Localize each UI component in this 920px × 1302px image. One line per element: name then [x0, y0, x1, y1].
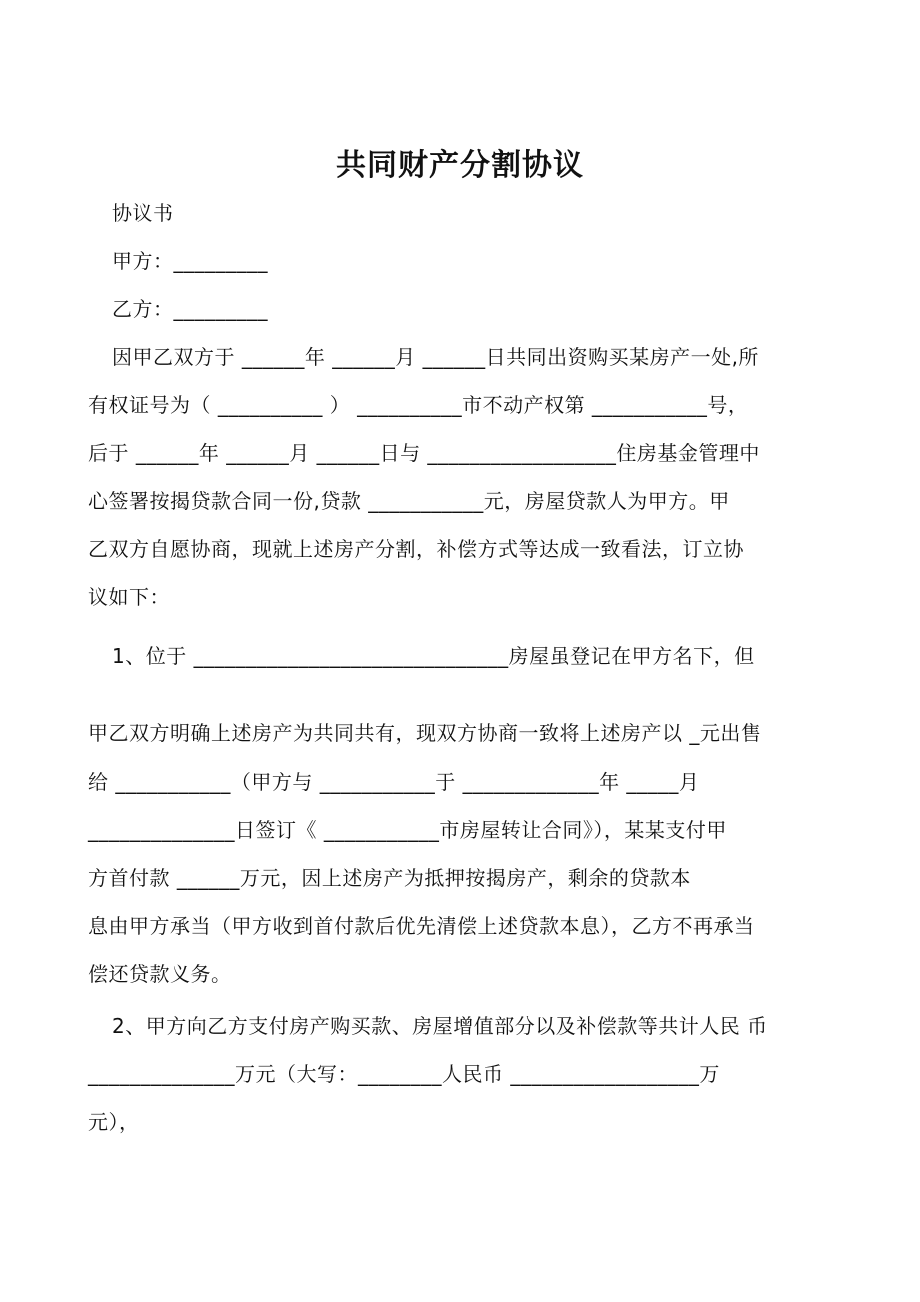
clause-1-line: 1、位于 ______________________________房屋虽登记在甲方名下，但	[112, 644, 755, 668]
clause-1-line: 息由甲方承当（甲方收到首付款后优先清偿上述贷款本息），乙方不再承当	[88, 914, 755, 938]
clause-2-line: 元），	[88, 1110, 140, 1134]
body-line: 心签署按揭贷款合同一份,贷款 ___________元，房屋贷款人为甲方。甲	[88, 489, 730, 513]
party-b-line: 乙方：_________	[112, 297, 268, 321]
document-title: 共同财产分割协议	[336, 148, 584, 183]
party-a-line: 甲方：_________	[112, 249, 268, 273]
clause-2-line: ______________万元（大写：________人民币 __________________万	[88, 1062, 720, 1086]
body-line: 后于 ______年 ______月 ______日与 __________________住房基金管理中	[88, 441, 760, 465]
body-line: 因甲乙双方于 ______年 ______月 ______日共同出资购买某房产一处,所	[112, 345, 759, 369]
body-line: 乙双方自愿协商，现就上述房产分割，补偿方式等达成一致看法，订立协	[88, 537, 744, 561]
body-line: 议如下：	[88, 585, 170, 609]
heading-agreement: 协议书	[112, 201, 174, 225]
clause-1-line: ______________日签订《 ___________市房屋转让合同》），某某支付甲	[88, 818, 727, 842]
clause-1-line: 方首付款 ______万元，因上述房产为抵押按揭房产，剩余的贷款本	[88, 866, 691, 890]
clause-1-line: 甲乙双方明确上述房产为共同共有，现双方协商一致将上述房产以 _元出售	[88, 721, 762, 745]
clause-2-line: 2、甲方向乙方支付房产购买款、房屋增值部分以及补偿款等共计人民 币	[112, 1014, 768, 1038]
clause-1-line: 给 ___________（甲方与 ___________于 _____________年 _____月	[88, 770, 700, 794]
body-line: 有权证号为（ __________ ） __________市不动产权第 ___________号，	[88, 393, 749, 417]
clause-1-line: 偿还贷款义务。	[88, 962, 232, 986]
